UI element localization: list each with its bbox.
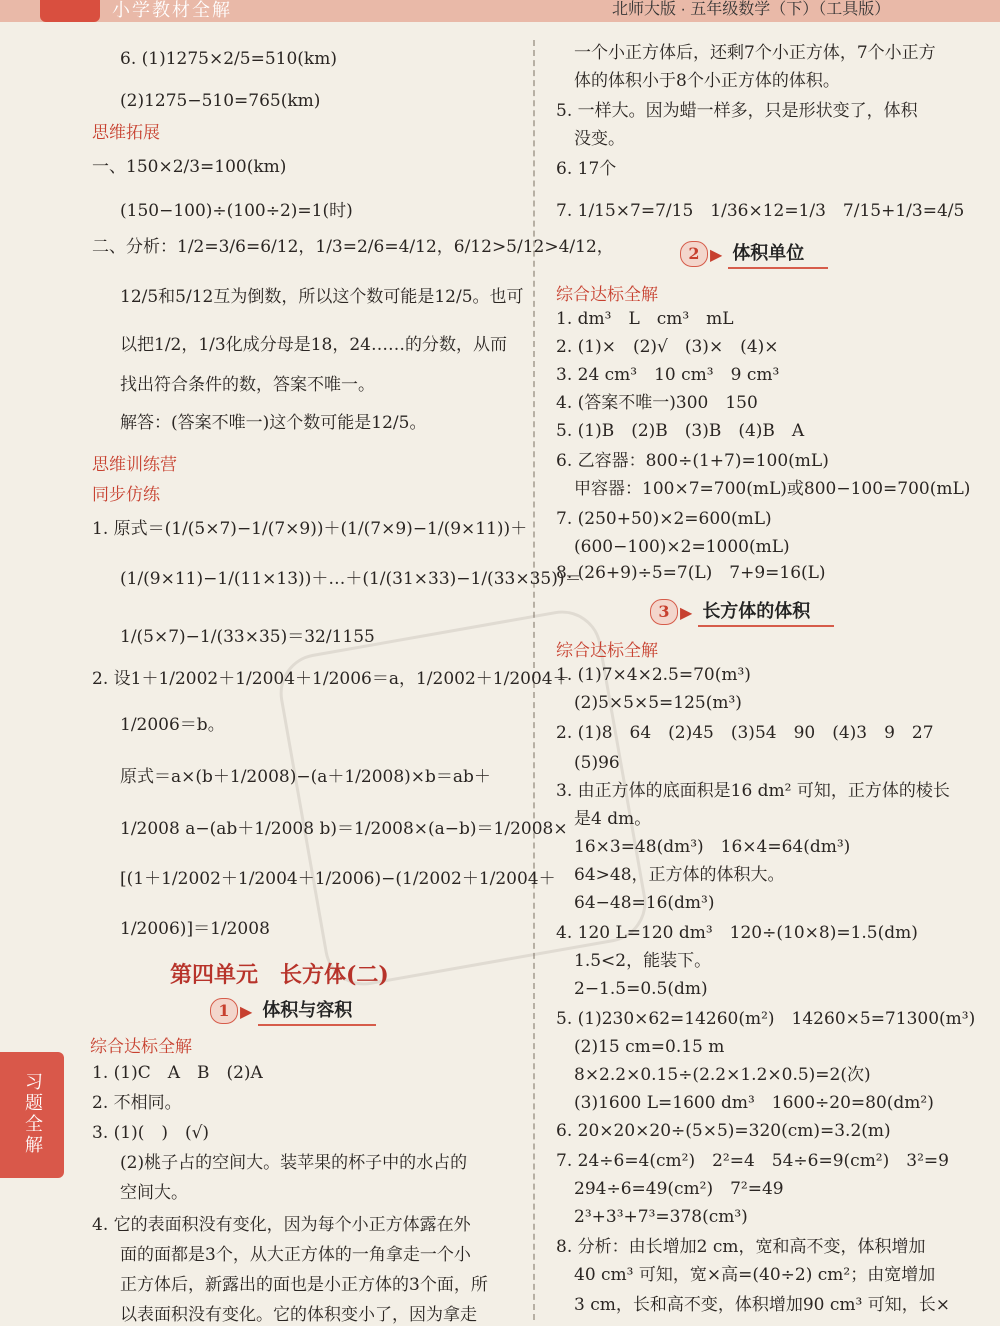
answer-line: 64−48=16(dm³) (574, 893, 715, 913)
answer-line: 7. (250+50)×2=600(mL) (556, 509, 772, 529)
answer-line: (1/(9×11)−1/(11×13))＋…＋(1/(31×33)−1/(33×35))＝ (120, 569, 582, 589)
answer-line: 1. dm³ L cm³ mL (556, 309, 734, 329)
answer-line: 解答：(答案不唯一)这个数可能是12/5。 (120, 413, 427, 433)
answer-line: 空间大。 (120, 1183, 188, 1203)
answer-line: 没变。 (574, 129, 625, 149)
answer-line: 4. 它的表面积没有变化，因为每个小正方体露在外 (92, 1215, 471, 1235)
answer-line: 2³+3³+7³=378(cm³) (574, 1207, 748, 1227)
answer-line: 7. 1/15×7=7/15 1/36×12=1/3 7/15+1/3=4/5 (556, 201, 965, 221)
answer-line: 体的体积小于8个小正方体的体积。 (574, 71, 840, 91)
answer-line: 5. (1)B (2)B (3)B (4)B A (556, 421, 805, 441)
answer-line: 4. 120 L=120 dm³ 120÷(10×8)=1.5(dm) (556, 923, 918, 943)
answer-line: 3. (1)( ) (√) (92, 1123, 210, 1143)
answer-line: 2−1.5=0.5(dm) (574, 979, 708, 999)
side-tab-label: 习题全解 (23, 1072, 43, 1156)
answer-line: 6. (1)1275×2/5=510(km) (120, 49, 337, 69)
lesson-title: 长方体的体积 (698, 597, 834, 627)
answer-line: 3. 由正方体的底面积是16 dm² 可知，正方体的棱长 (556, 781, 950, 801)
answer-line: 1/2008 a−(ab＋1/2008 b)＝1/2008×(a−b)＝1/2008× (120, 819, 568, 839)
lesson-number-badge: 1 (210, 998, 238, 1024)
lesson-title: 体积单位 (728, 239, 828, 269)
answer-line: 以表面积没有变化。它的体积变小了，因为拿走 (120, 1305, 477, 1325)
answer-line: 1/2006)]＝1/2008 (120, 919, 270, 939)
answer-line: 12/5和5/12互为倒数，所以这个数可能是12/5。也可 (120, 287, 524, 307)
answer-line: (2)15 cm=0.15 m (574, 1037, 725, 1057)
answer-line: 1.5<2，能装下。 (574, 951, 712, 971)
answer-line: 64>48，正方体的体积大。 (574, 865, 785, 885)
answer-line: 40 cm³ 可知，宽×高=(40÷2) cm²；由宽增加 (574, 1265, 936, 1285)
answer-line: 面的面都是3个，从大正方体的一角拿走一个小 (120, 1245, 471, 1265)
lesson-title: 体积与容积 (258, 996, 376, 1026)
header-bar (0, 0, 1000, 22)
answer-line: 一个小正方体后，还剩7个小正方体，7个小正方 (574, 43, 936, 63)
arrow-icon: ▶ (710, 244, 723, 264)
answer-line: (5)96 (574, 753, 620, 773)
section-heading: 综合达标全解 (556, 641, 658, 660)
answer-line: [(1＋1/2002＋1/2004＋1/2006)−(1/2002＋1/2004＋ (120, 869, 556, 889)
section-heading: 综合达标全解 (90, 1037, 192, 1056)
unit-title: 第四单元 长方体(二) (170, 962, 389, 988)
mascot-logo-icon (40, 0, 100, 22)
answer-line: 2. (1)× (2)√ (3)× (4)× (556, 337, 779, 357)
answer-line: 294÷6=49(cm²) 7²=49 (574, 1179, 784, 1199)
answer-line: 3 cm，长和高不变，体积增加90 cm³ 可知，长× (574, 1295, 950, 1315)
answer-line: (2)1275−510=765(km) (120, 91, 321, 111)
answer-line: 7. 24÷6=4(cm²) 2²=4 54÷6=9(cm²) 3²=9 (556, 1151, 949, 1171)
lesson-heading-1 (210, 997, 376, 1025)
answer-line: 一、150×2/3=100(km) (92, 157, 287, 177)
answer-line: 甲容器：100×7=700(mL)或800−100=700(mL) (574, 479, 971, 499)
answer-line: 正方体后，新露出的面也是小正方体的3个面，所 (120, 1275, 488, 1295)
answer-line: 是4 dm。 (574, 809, 652, 829)
answer-line: 1/2006＝b。 (120, 715, 225, 735)
answer-line: (3)1600 L=1600 dm³ 1600÷20=80(dm²) (574, 1093, 934, 1113)
answer-line: 二、分析：1/2=3/6=6/12，1/3=2/6=4/12，6/12>5/12>4/12， (92, 237, 614, 257)
answer-line: 2. 设1＋1/2002＋1/2004＋1/2006＝a，1/2002＋1/2004＋ (92, 669, 570, 689)
answer-line: 1. (1)C A B (2)A (92, 1063, 263, 1083)
lesson-number-badge: 3 (650, 599, 678, 625)
section-heading: 思维训练营 (92, 455, 177, 474)
answer-line: 8×2.2×0.15÷(2.2×1.2×0.5)=2(次) (574, 1065, 871, 1085)
answer-line: 找出符合条件的数，答案不唯一。 (120, 375, 375, 395)
side-tab (0, 1052, 64, 1178)
answer-line: (600−100)×2=1000(mL) (574, 537, 790, 557)
answer-line: 3. 24 cm³ 10 cm³ 9 cm³ (556, 365, 780, 385)
answer-line: 8. (26+9)÷5=7(L) 7+9=16(L) (556, 563, 826, 583)
answer-line: 原式＝a×(b＋1/2008)−(a＋1/2008)×b＝ab＋ (120, 767, 491, 787)
lesson-heading-2 (680, 240, 828, 268)
answer-line: (2)5×5×5=125(m³) (574, 693, 742, 713)
answer-line: 1. 原式＝(1/(5×7)−1/(7×9))＋(1/(7×9)−1/(9×11))＋ (92, 519, 528, 539)
book-title: 小学教材全解 (112, 0, 232, 20)
answer-line: 2. (1)8 64 (2)45 (3)54 90 (4)3 9 27 (556, 723, 934, 743)
answer-line: 2. 不相同。 (92, 1093, 182, 1113)
answer-line: 1. (1)7×4×2.5=70(m³) (556, 665, 751, 685)
section-heading: 思维拓展 (92, 123, 160, 142)
answer-line: 以把1/2，1/3化成分母是18，24……的分数，从而 (120, 335, 507, 355)
answer-line: 16×3=48(dm³) 16×4=64(dm³) (574, 837, 851, 857)
answer-line: 6. 乙容器：800÷(1+7)=100(mL) (556, 451, 829, 471)
answer-line: 5. 一样大。因为蜡一样多，只是形状变了，体积 (556, 101, 918, 121)
answer-line: (2)桃子占的空间大。装苹果的杯子中的水占的 (120, 1153, 468, 1173)
section-heading: 综合达标全解 (556, 285, 658, 304)
answer-line: 6. 17个 (556, 159, 617, 179)
arrow-icon: ▶ (680, 602, 693, 622)
lesson-number-badge: 2 (680, 241, 708, 267)
answer-line: 4. (答案不唯一)300 150 (556, 393, 758, 413)
answer-line: 8. 分析：由长增加2 cm，宽和高不变，体积增加 (556, 1237, 926, 1257)
answer-line: (150−100)÷(100÷2)=1(时) (120, 201, 353, 221)
answer-line: 6. 20×20×20÷(5×5)=320(cm)=3.2(m) (556, 1121, 891, 1141)
arrow-icon: ▶ (240, 1001, 253, 1021)
answer-line: 5. (1)230×62=14260(m²) 14260×5=71300(m³) (556, 1009, 976, 1029)
section-heading: 同步仿练 (92, 485, 160, 504)
edition-label: 北师大版 · 五年级数学（下）（工具版） (612, 1, 891, 18)
answer-line: 1/(5×7)−1/(33×35)＝32/1155 (120, 627, 375, 647)
lesson-heading-3 (650, 598, 834, 626)
